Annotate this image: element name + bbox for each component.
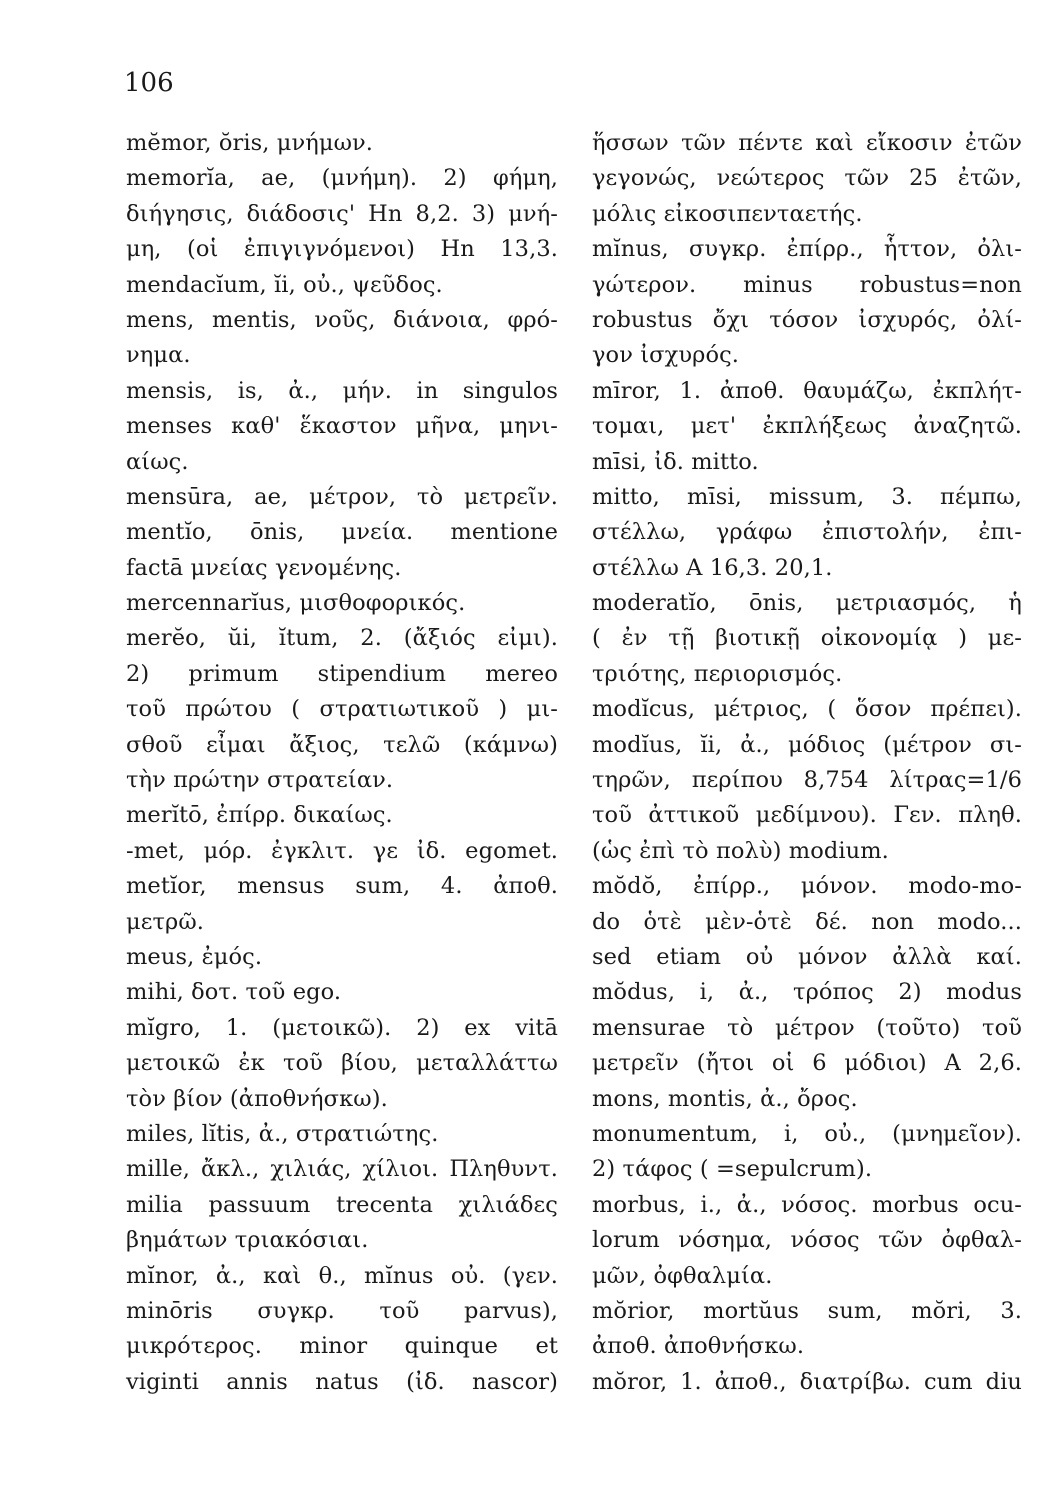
dictionary-line: mĭnor, ἀ., καὶ θ., mĭnus οὐ. (γεν. xyxy=(126,1262,558,1289)
dictionary-line: robustus ὄχι τόσον ἰσχυρός, ὀλί- xyxy=(592,306,1022,333)
dictionary-line: μη, (οἱ ἐπιγιγνόμενοι) Hn 13,3. xyxy=(126,236,558,263)
dictionary-line: metĭor, mensus sum, 4. ἀποθ. xyxy=(126,873,558,900)
dictionary-line: αίως. xyxy=(126,448,189,475)
dictionary-line: mens, mentis, νοῦς, διάνοια, φρό- xyxy=(126,306,558,333)
dictionary-line: 2) τάφος ( =sepulcrum). xyxy=(592,1156,873,1183)
dictionary-line: μῶν, ὀφθαλμία. xyxy=(592,1262,773,1289)
dictionary-line: mŏrior, mortŭus sum, mŏri, 3. xyxy=(592,1297,1022,1324)
dictionary-line: στέλλω A 16,3. 20,1. xyxy=(592,554,833,581)
dictionary-line: νημα. xyxy=(126,342,191,369)
dictionary-line: τριότης, περιορισμός. xyxy=(592,660,843,687)
dictionary-line: sed etiam οὐ μόνον ἀλλὰ καί. xyxy=(592,943,1022,970)
dictionary-line: γον ἰσχυρός. xyxy=(592,342,740,369)
dictionary-line: mĭnus, συγκρ. ἐπίρρ., ἧττον, ὀλι- xyxy=(592,236,1022,263)
dictionary-line: modĭus, ĭi, ἀ., μόδιος (μέτρον σι- xyxy=(592,731,1022,758)
dictionary-line: mŏror, 1. ἀποθ., διατρίβω. cum diu xyxy=(592,1368,1022,1395)
dictionary-line: ἥσσων τῶν πέντε καὶ εἴκοσιν ἐτῶν xyxy=(592,130,1022,156)
dictionary-line: διήγησις, διάδοσις' Hn 8,2. 3) μνή- xyxy=(126,200,558,227)
dictionary-line: mīror, 1. ἀποθ. θαυμάζω, ἐκπλήτ- xyxy=(592,377,1022,404)
dictionary-line: mercennarĭus, μισθοφορικός. xyxy=(126,590,466,617)
right-column xyxy=(592,126,1022,1400)
dictionary-line: modĭcus, μέτριος, ( ὅσον πρέπει). xyxy=(592,696,1022,723)
dictionary-line: τοῦ πρώτου ( στρατιωτικοῦ ) μι- xyxy=(126,696,558,723)
dictionary-line: mendacĭum, ĭi, οὐ., ψεῦδος. xyxy=(126,271,443,298)
dictionary-line: (ὡς ἐπὶ τὸ πολὺ) modium. xyxy=(592,837,889,864)
dictionary-line: mŏdus, i, ἀ., τρόπος 2) modus xyxy=(592,979,1022,1006)
dictionary-line: τοῦ ἀττικοῦ μεδίμνου). Γεν. πληθ. xyxy=(592,802,1022,829)
dictionary-line: factā μνείας γενομένης. xyxy=(126,554,402,581)
dictionary-line: ( ἐν τῇ βιοτικῇ οἰκονομίᾳ ) με- xyxy=(592,625,1022,652)
dictionary-line: milia passuum trecenta χιλιάδες xyxy=(126,1191,558,1218)
page-number: 106 xyxy=(124,68,174,98)
dictionary-line: monumentum, i, οὐ., (μνημεῖον). xyxy=(592,1120,1022,1147)
dictionary-line: mons, montis, ἀ., ὄρος. xyxy=(592,1085,858,1112)
dictionary-line: βημάτων τριακόσιαι. xyxy=(126,1227,369,1254)
dictionary-line: miles, lĭtis, ἀ., στρατιώτης. xyxy=(126,1120,439,1147)
dictionary-line: mentĭo, ōnis, μνεία. mentione xyxy=(126,519,558,546)
dictionary-line: μετρεῖν (ἤτοι οἱ 6 μόδιοι) A 2,6. xyxy=(592,1050,1022,1077)
dictionary-line: μετρῶ. xyxy=(126,908,205,935)
dictionary-line: moderatĭo, ōnis, μετριασμός, ἡ xyxy=(592,590,1022,617)
dictionary-line: mitto, mīsi, missum, 3. πέμπω, xyxy=(592,483,1022,510)
dictionary-line: merĭtō, ἐπίρρ. δικαίως. xyxy=(126,802,393,829)
dictionary-line: τηρῶν, περίπου 8,754 λίτρας=1/6 xyxy=(592,767,1022,794)
dictionary-line: τομαι, μετ' ἐκπλήξεως ἀναζητῶ. xyxy=(592,413,1022,440)
dictionary-line: γεγονώς, νεώτερος τῶν 25 ἐτῶν, xyxy=(592,165,1022,192)
dictionary-line: do ὁτὲ μὲν-ὁτὲ δέ. non modo... xyxy=(592,908,1022,935)
dictionary-line: viginti annis natus (ἰδ. nascor) xyxy=(126,1368,558,1395)
dictionary-line: τὸν βίον (ἀποθνήσκω). xyxy=(126,1085,388,1112)
dictionary-line: morbus, i., ἀ., νόσος. morbus ocu- xyxy=(592,1191,1022,1218)
dictionary-line: mĕmor, ŏris, μνήμων. xyxy=(126,130,374,156)
dictionary-line: menses καθ' ἕκαστον μῆνα, μηνι- xyxy=(126,413,558,440)
dictionary-line: τὴν πρώτην στρατείαν. xyxy=(126,767,394,794)
dictionary-line: mihi, δοτ. τοῦ ego. xyxy=(126,979,342,1006)
dictionary-line: mensurae τὸ μέτρον (τοῦτο) τοῦ xyxy=(592,1014,1022,1041)
dictionary-line: minōris συγκρ. τοῦ parvus), xyxy=(126,1297,558,1324)
dictionary-line: mensis, is, ἀ., μήν. in singulos xyxy=(126,377,558,404)
dictionary-line: μικρότερος. minor quinque et xyxy=(126,1333,558,1360)
dictionary-line: mīsi, ἰδ. mitto. xyxy=(592,448,759,475)
dictionary-line: -met, μόρ. ἐγκλιτ. γε ἰδ. egomet. xyxy=(126,837,558,864)
dictionary-line: μόλις εἰκοσιπενταετής. xyxy=(592,200,863,227)
dictionary-line: σθοῦ εἶμαι ἄξιος, τελῶ (κάμνω) xyxy=(126,731,558,758)
dictionary-line: mĭgro, 1. (μετοικῶ). 2) ex vitā xyxy=(126,1014,558,1041)
dictionary-line: στέλλω, γράφω ἐπιστολήν, ἐπι- xyxy=(592,519,1022,546)
dictionary-line: 2) primum stipendium mereo xyxy=(126,660,558,687)
dictionary-line: γώτερον. minus robustus=non xyxy=(592,271,1022,298)
dictionary-line: μετοικῶ ἐκ τοῦ βίου, μεταλλάττω xyxy=(126,1050,558,1077)
dictionary-line: mensūra, ae, μέτρον, τὸ μετρεῖν. xyxy=(126,483,558,510)
dictionary-line: lorum νόσημα, νόσος τῶν ὀφθαλ- xyxy=(592,1227,1022,1254)
dictionary-line: merĕo, ŭi, ĭtum, 2. (ἄξιός εἰμι). xyxy=(126,625,558,652)
left-column xyxy=(126,126,558,1400)
dictionary-line: ἀποθ. ἀποθνήσκω. xyxy=(592,1333,805,1360)
dictionary-line: mŏdŏ, ἐπίρρ., μόνον. modo-mo- xyxy=(592,873,1022,900)
dictionary-line: memorĭa, ae, (μνήμη). 2) φήμη, xyxy=(126,165,558,192)
dictionary-line: mille, ἄκλ., χιλιάς, χίλιοι. Πληθυντ. xyxy=(126,1156,558,1183)
dictionary-line: meus, ἐμός. xyxy=(126,943,263,970)
